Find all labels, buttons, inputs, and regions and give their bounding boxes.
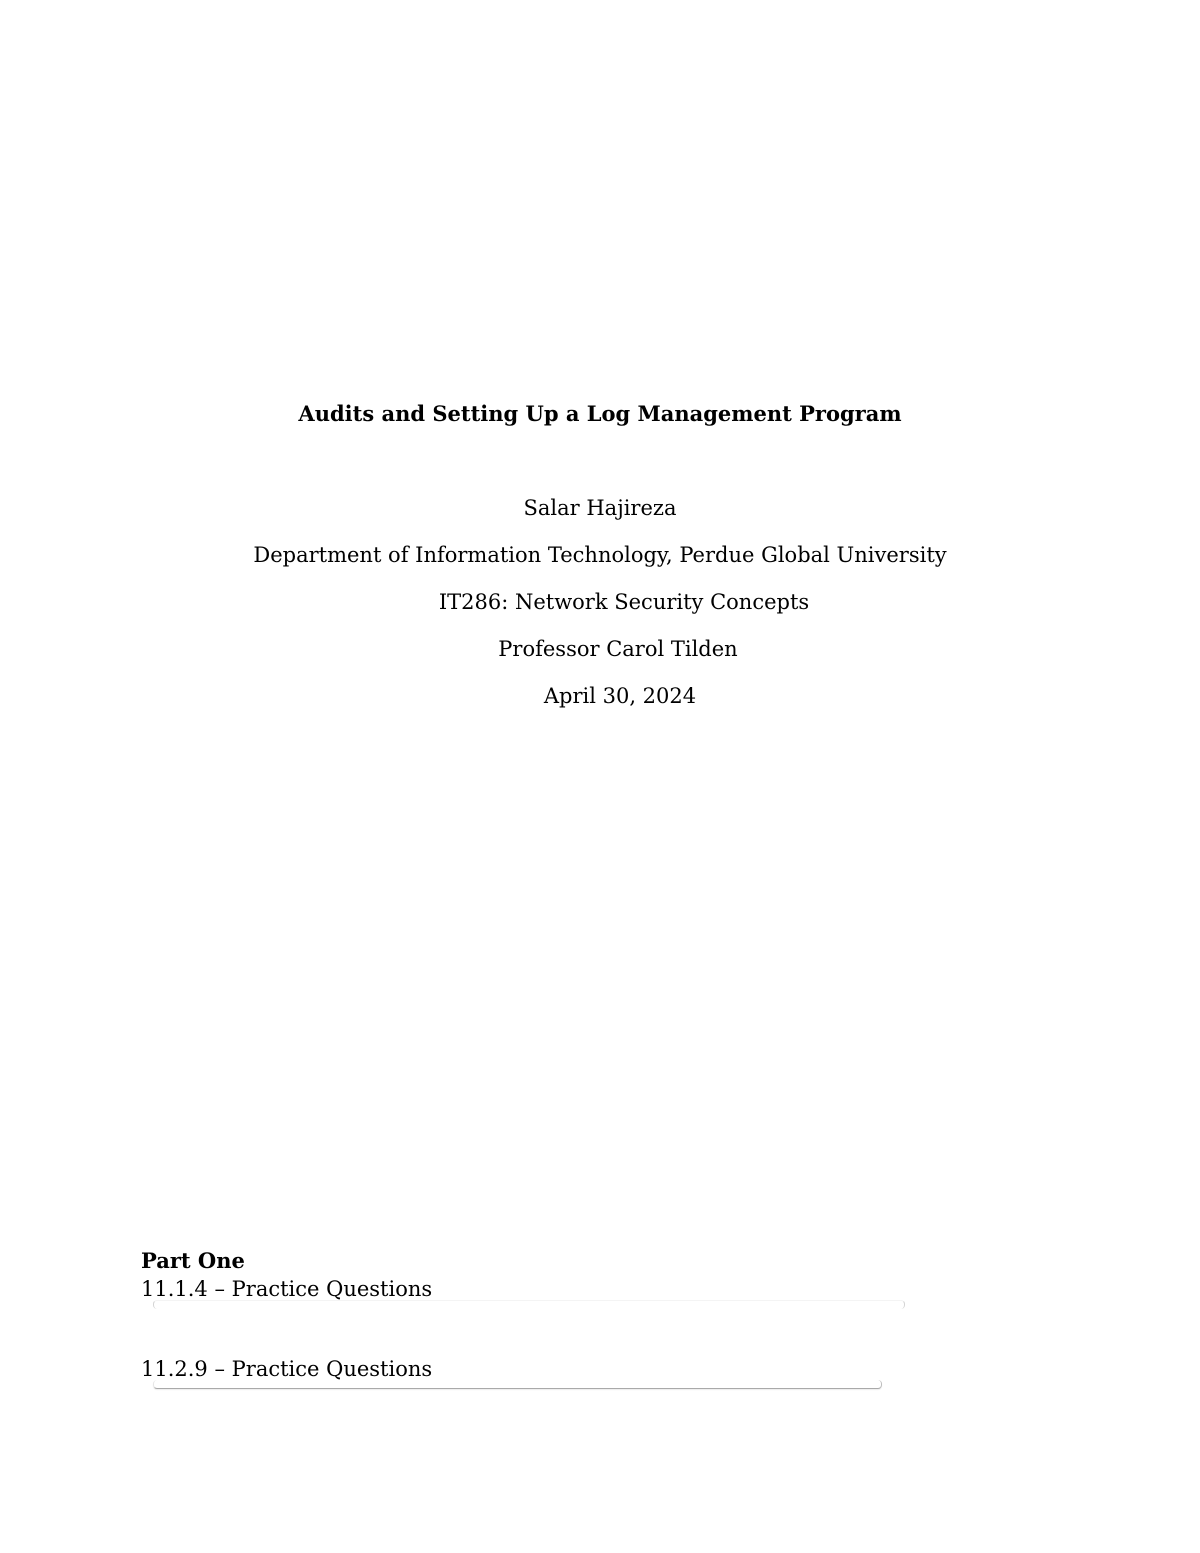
- document-title: Audits and Setting Up a Log Management Program: [298, 401, 902, 426]
- section-heading-11-2-9: 11.2.9 – Practice Questions: [141, 1357, 433, 1381]
- embedded-content-frame: [153, 1380, 882, 1389]
- course-name: IT286: Network Security Concepts: [438, 590, 810, 614]
- submission-date: April 30, 2024: [543, 684, 697, 708]
- author-name: Salar Hajireza: [523, 496, 677, 520]
- department-affiliation: Department of Information Technology, Perdue Global University: [253, 543, 947, 567]
- part-one-heading: Part One: [141, 1248, 245, 1273]
- section-heading-11-1-4: 11.1.4 – Practice Questions: [141, 1277, 433, 1301]
- professor-name: Professor Carol Tilden: [498, 637, 738, 661]
- embedded-content-frame: [153, 1300, 905, 1309]
